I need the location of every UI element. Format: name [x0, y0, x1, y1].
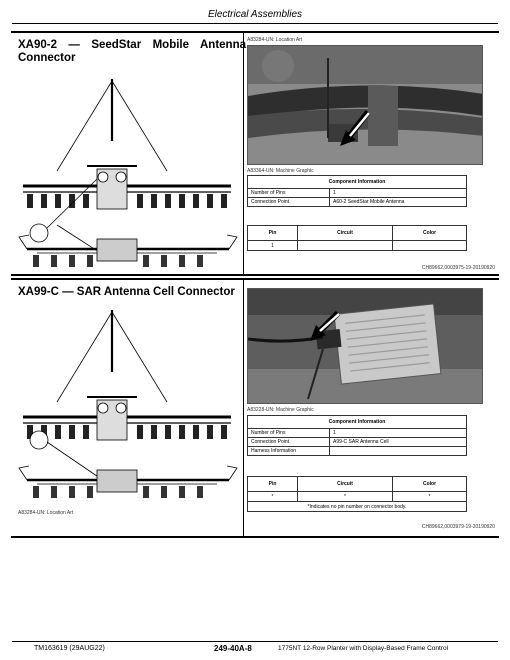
section-title: XA99-C — SAR Antenna Cell Connector: [18, 286, 235, 298]
footer-doc-id: TM163619 (29AUG22): [34, 645, 105, 652]
table-cell: *: [298, 492, 393, 502]
table-cell: A99-C SAR Antenna Cell: [330, 438, 467, 447]
connector-photo: [247, 45, 483, 165]
location-art-caption: A83284-UN: Location Art: [247, 37, 303, 43]
page-header-title: Electrical Assemblies: [207, 9, 303, 20]
reference-code: CH89662,0003979-19-20190920: [421, 524, 495, 530]
machine-graphic-caption: A83228-UN: Machine Graphic: [247, 407, 314, 413]
section-title: XA90-2 — SeedStar Mobile Antenna Connector: [18, 39, 246, 64]
footer-rule: [12, 641, 498, 642]
table-row: [248, 189, 467, 198]
reference-code: CH89662,0003975-19-20190920: [421, 265, 495, 271]
planter-location-art: [17, 71, 239, 271]
table-cell: *: [248, 492, 298, 502]
table-cell: Connection Point: [248, 198, 330, 207]
table-cell: Number of Pins: [248, 189, 330, 198]
table-row: [248, 429, 467, 438]
planter-location-art: [17, 302, 239, 502]
table-row: [248, 198, 467, 207]
circuit-header: Circuit: [298, 226, 393, 241]
component-information-table: [247, 415, 467, 456]
table-row: [248, 492, 467, 502]
table-cell: 1: [330, 189, 467, 198]
component-table-header: Component Information: [248, 416, 467, 429]
section-divider: [243, 280, 244, 536]
circuit-header: Circuit: [298, 477, 393, 492]
pin-table-note: *Indicates no pin number on connector body.: [248, 502, 467, 512]
table-cell: [393, 241, 467, 251]
pin-header: Pin: [248, 226, 298, 241]
connector-photo-image: [248, 46, 483, 165]
component-table-header: Component Information: [248, 176, 467, 189]
table-cell: *: [393, 492, 467, 502]
table-row: [248, 447, 467, 456]
color-header: Color: [393, 226, 467, 241]
table-cell: 1: [330, 429, 467, 438]
section-divider: [243, 33, 244, 274]
table-row: [248, 241, 467, 251]
component-information-table: [247, 175, 467, 207]
pin-table: [247, 225, 467, 251]
table-cell: Connection Point: [248, 438, 330, 447]
footer-model: 1775NT 12-Row Planter with Display-Based Frame Control: [278, 645, 449, 652]
pin-table: [247, 476, 467, 512]
table-row: [248, 502, 467, 512]
connector-photo-image: [248, 289, 483, 404]
location-art-caption: A83284-UN: Location Art: [18, 510, 74, 516]
table-cell: A60-2 SeedStar Mobile Antenna: [330, 198, 467, 207]
connector-photo: [247, 288, 483, 404]
table-cell: Number of Pins: [248, 429, 330, 438]
table-cell: [330, 447, 467, 456]
pin-header: Pin: [248, 477, 298, 492]
table-row: [248, 438, 467, 447]
machine-graphic-caption: A83364-UN: Machine Graphic: [247, 168, 314, 174]
section-xa99-c: [11, 278, 499, 538]
footer-page-number: 249-40A-8: [214, 644, 252, 653]
table-cell: Harness Information: [248, 447, 330, 456]
section-xa90-2: [11, 31, 499, 276]
header-rule: [12, 23, 498, 24]
table-cell: 1: [248, 241, 298, 251]
color-header: Color: [393, 477, 467, 492]
table-cell: [298, 241, 393, 251]
